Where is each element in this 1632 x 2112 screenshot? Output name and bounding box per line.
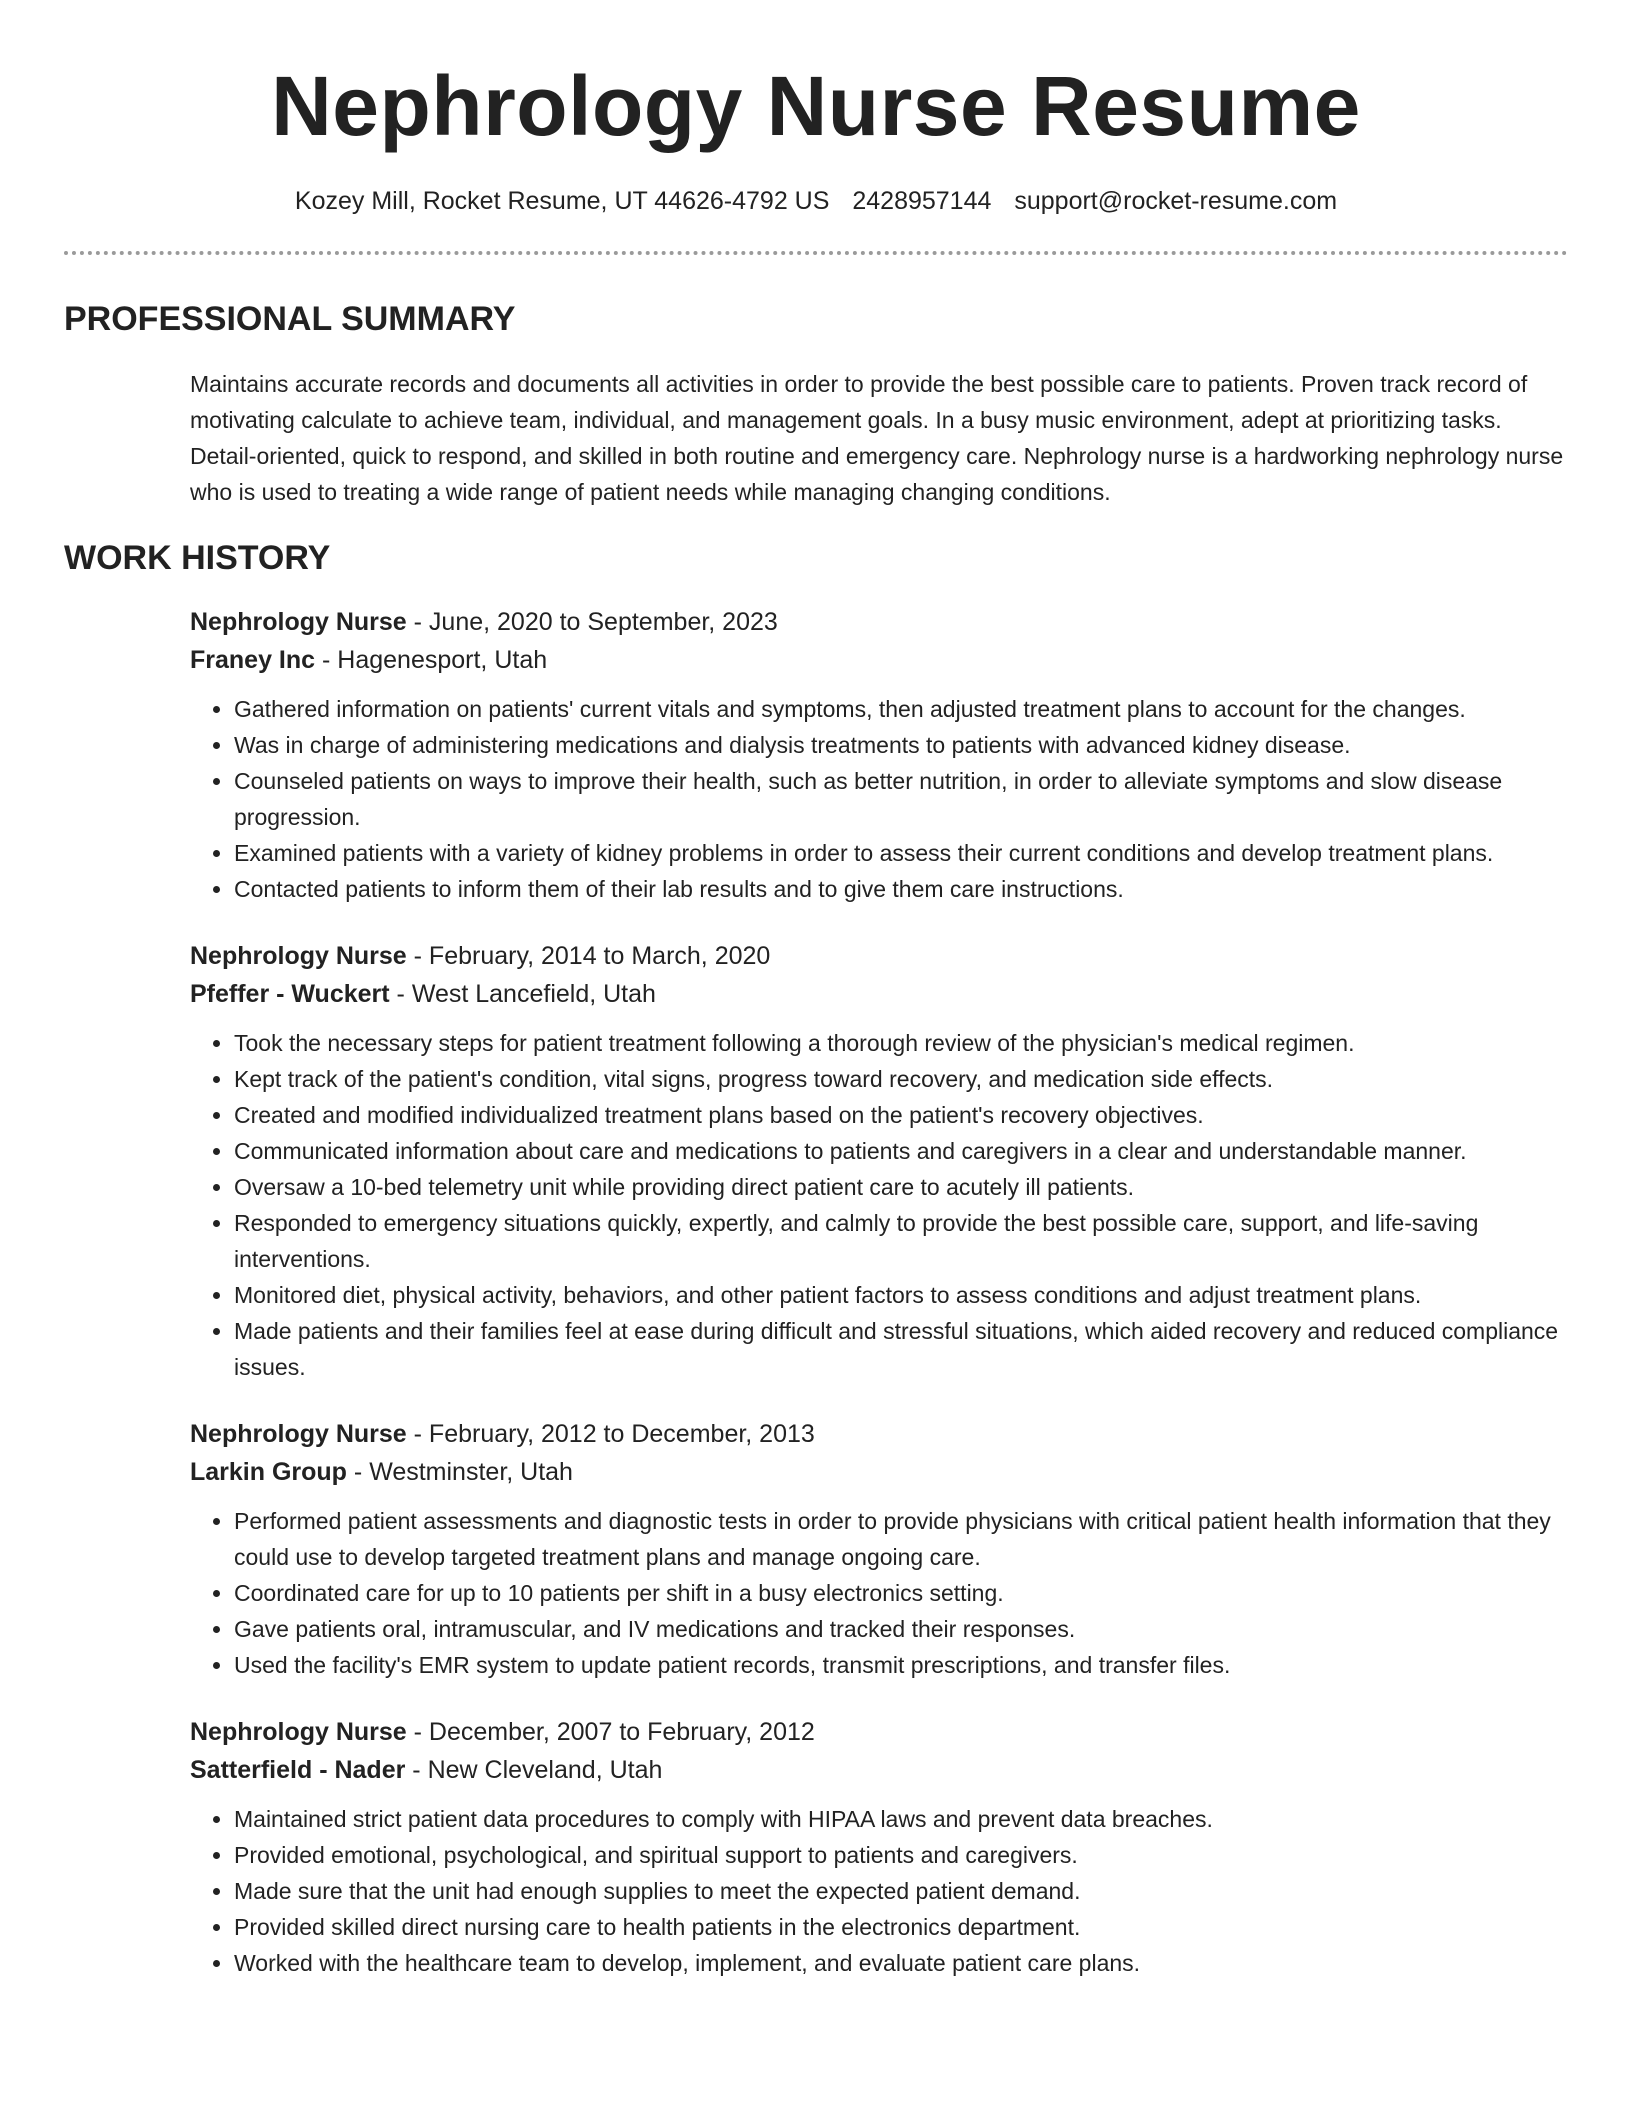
job-dates: December, 2007 to February, 2012 — [428, 1718, 815, 1746]
job-entry — [190, 1713, 1568, 1981]
job-company-line — [190, 1751, 1568, 1789]
contact-line — [0, 184, 1632, 218]
header-divider — [64, 251, 1568, 255]
contact-email: support@rocket-resume.com — [1014, 187, 1338, 215]
job-bullet: • Performed patient assessments and diagnostic tests in order to provide physicians with critical patient health information that they could use to develop targeted treatment plans and manage ongoing care. — [234, 1503, 1568, 1575]
job-bullet: • Was in charge of administering medications and dialysis treatments to patients with advanced kidney disease. — [234, 727, 1568, 763]
job-bullet-list — [190, 1025, 1568, 1385]
job-company: Pfeffer - Wuckert — [190, 980, 390, 1008]
job-location: Westminster, Utah — [369, 1458, 573, 1486]
job-bullet: • Provided skilled direct nursing care to health patients in the electronics department. — [234, 1909, 1568, 1945]
job-title: Nephrology Nurse — [190, 1420, 407, 1448]
job-bullet: • Kept track of the patient's condition, vital signs, progress toward recovery, and medication side effects. — [234, 1061, 1568, 1097]
job-company-line — [190, 1453, 1568, 1491]
job-separator: - — [406, 1718, 429, 1746]
job-separator: - — [405, 1756, 428, 1784]
job-location: West Lancefield, Utah — [411, 980, 656, 1008]
job-title: Nephrology Nurse — [190, 942, 407, 970]
job-bullet: • Worked with the healthcare team to develop, implement, and evaluate patient care plans. — [234, 1945, 1568, 1981]
work-history-section — [64, 537, 1568, 1981]
job-bullet: • Took the necessary steps for patient treatment following a thorough review of the physician's medical regimen. — [234, 1025, 1568, 1061]
job-separator: - — [315, 646, 338, 674]
summary-section — [64, 298, 1568, 510]
job-company-line — [190, 975, 1568, 1013]
job-separator: - — [346, 1458, 370, 1486]
job-title-line — [190, 603, 1568, 641]
job-bullet: • Coordinated care for up to 10 patients per shift in a busy electronics setting. — [234, 1575, 1568, 1611]
job-bullet: • Examined patients with a variety of kidney problems in order to assess their current conditions and develop treatment plans. — [234, 835, 1568, 871]
job-title-line — [190, 1713, 1568, 1751]
job-bullet: • Made sure that the unit had enough supplies to meet the expected patient demand. — [234, 1873, 1568, 1909]
job-location: Hagenesport, Utah — [337, 646, 548, 674]
job-bullet: • Monitored diet, physical activity, behaviors, and other patient factors to assess conditions and adjust treatment plans. — [234, 1277, 1568, 1313]
job-bullet: • Oversaw a 10-bed telemetry unit while providing direct patient care to acutely ill patients. — [234, 1169, 1568, 1205]
job-bullet: • Maintained strict patient data procedures to comply with HIPAA laws and prevent data breaches. — [234, 1801, 1568, 1837]
contact-address: Kozey Mill, Rocket Resume, UT 44626-4792 US — [294, 187, 830, 215]
job-bullet: • Gathered information on patients' current vitals and symptoms, then adjusted treatment plans to account for the changes. — [234, 691, 1568, 727]
job-bullet: • Counseled patients on ways to improve their health, such as better nutrition, in order to alleviate symptoms and slow disease progression. — [234, 763, 1568, 835]
resume-title: Nephrology Nurse Resume — [271, 59, 1361, 153]
job-bullet-list — [190, 691, 1568, 907]
job-title-line — [190, 937, 1568, 975]
job-title-line — [190, 1415, 1568, 1453]
job-company-line — [190, 641, 1568, 679]
resume-header — [0, 0, 1632, 218]
job-bullet: • Contacted patients to inform them of their lab results and to give them care instructions. — [234, 871, 1568, 907]
job-dates: February, 2014 to March, 2020 — [428, 942, 771, 970]
job-separator: - — [406, 942, 429, 970]
job-separator: - — [406, 608, 429, 636]
job-bullet: • Responded to emergency situations quickly, expertly, and calmly to provide the best possible care, support, and life-saving interventions. — [234, 1205, 1568, 1277]
job-bullet: • Provided emotional, psychological, and spiritual support to patients and caregivers. — [234, 1837, 1568, 1873]
job-entry — [190, 937, 1568, 1385]
job-bullet-list — [190, 1503, 1568, 1683]
job-title: Nephrology Nurse — [190, 1718, 407, 1746]
job-bullet: • Used the facility's EMR system to update patient records, transmit prescriptions, and transfer files. — [234, 1647, 1568, 1683]
job-entry — [190, 1415, 1568, 1683]
job-separator: - — [406, 1420, 429, 1448]
job-company: Franey Inc — [190, 646, 316, 674]
job-dates: February, 2012 to December, 2013 — [428, 1420, 815, 1448]
job-dates: June, 2020 to September, 2023 — [428, 608, 778, 636]
job-bullet: • Created and modified individualized treatment plans based on the patient's recovery objectives. — [234, 1097, 1568, 1133]
job-title: Nephrology Nurse — [190, 608, 407, 636]
job-company: Satterfield - Nader — [190, 1756, 406, 1784]
work-history-heading: WORK HISTORY — [64, 539, 331, 577]
contact-phone: 2428957144 — [852, 187, 992, 215]
job-bullet: • Gave patients oral, intramuscular, and IV medications and tracked their responses. — [234, 1611, 1568, 1647]
summary-heading: PROFESSIONAL SUMMARY — [64, 300, 516, 338]
job-entry — [190, 603, 1568, 907]
job-separator: - — [389, 980, 412, 1008]
job-bullet: • Communicated information about care and medications to patients and caregivers in a clear and understandable manner. — [234, 1133, 1568, 1169]
job-bullet-list — [190, 1801, 1568, 1981]
summary-text: Maintains accurate records and documents all activities in order to provide the best possible care to patients. Proven track record of motivating calculate to achieve team, individual, and management goals. In a busy music environment, adept at prioritizing tasks. Detail-oriented, quick to respond, and skilled in both routine and emergency care. Nephrology nurse is a hardworking nephrology nurse who is used to treating a wide range of patient needs while managing changing conditions. — [190, 371, 1564, 505]
job-location: New Cleveland, Utah — [427, 1756, 663, 1784]
job-bullet: • Made patients and their families feel at ease during difficult and stressful situations, which aided recovery and reduced compliance issues. — [234, 1313, 1568, 1385]
job-company: Larkin Group — [190, 1458, 347, 1486]
